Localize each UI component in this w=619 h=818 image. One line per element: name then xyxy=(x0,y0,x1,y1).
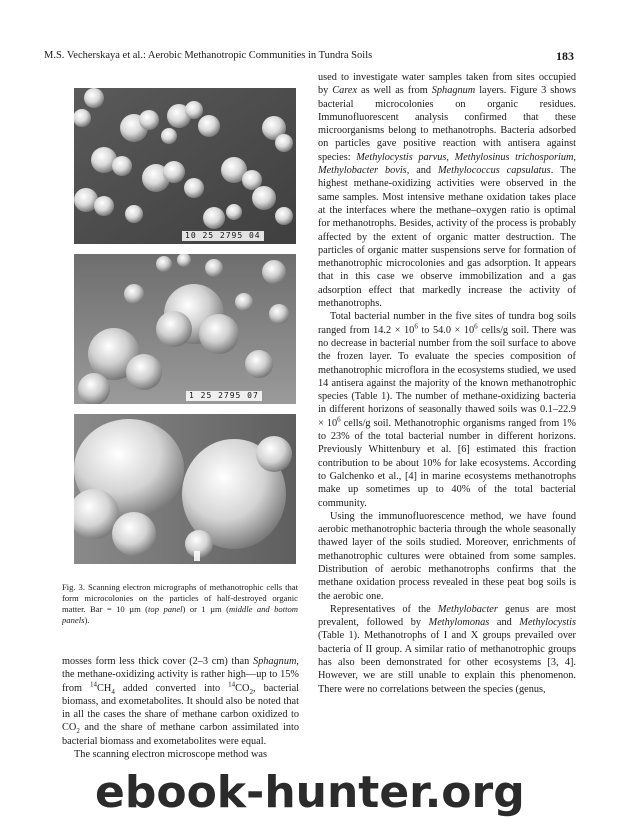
micrograph-middle-image xyxy=(74,254,296,404)
scale-label-bottom xyxy=(194,551,200,561)
caption-lead: Fig. 3. xyxy=(62,582,86,592)
watermark-text: ebook-hunter.org xyxy=(95,767,525,818)
micrograph-bottom-image xyxy=(74,414,296,564)
micrograph-top-panel xyxy=(74,88,296,244)
right-paragraph-2: Total bacterial number in the five sites of tundra bog soils ranged from $14.2 \times 10^6$ to $54.0 \times 10^6$ cells/g soil. There was no decrease in bacterial number from the soil surface to above the frozen layer. To evaluate the species composition of methanotrophic microflora in the ecosystems studied, we used 14 antisera against the majority of the known methanotrophic species (Table 1). The number of methane-oxidizing bacteria in different horizons of seasonally thawed soils was $0.1-22.9 \times 10^6$ cells/g soil. Methanotrophic organisms ranged from 1% to 23% of the total bacterial number in different horizons. Previously Whittenbury et al. [6] estimated this fraction contribution to be about 10% for lake ecosystems. According to Galchenko et al., [4] in marine ecosystems methanotrophs make up sometimes up to 40% of the total bacterial community. xyxy=(318,311,576,509)
right-paragraph-3: Using the immunofluorescence method, we have found aerobic methanotrophic bacteria through the whole seasonally thawed layer of the soils studied. Moreover, enrichments of methanotrophic cultures were obtained from some samples. Distribution of aerobic methanotrophs confirms that the methane oxidation process revealed in these peat bog soils is the aerobic one. xyxy=(318,510,576,602)
page-number: 183 xyxy=(556,49,574,63)
micrograph-middle-panel xyxy=(74,254,296,404)
right-paragraph-1: used to investigate water samples taken from sites occupied by Carex as well as from Sphagnum layers. Figure 3 shows bacterial microcolonies on organic residues. Immunofluorescent analysis confirmed that these microorganisms belong to methanotrophs. Bacteria adsorbed on particles gave positive reaction with antisera against species: Methylocystis parvus, Methylosinus trichosporium, Methylobacter bovis, and Methylococcus capsulatus. The highest methane-oxidizing activities were observed in the same samples. Most intensive methane oxidation takes place at the interfaces where the methane–oxygen ratio is optimal for methanotrophs. Besides, activity of the process is probably affected by the extent of organic matter destruction. The particles of organic matter suspensions serve for formation of methanotrophic microcolonies and gas adsorption. It appears that in this case we observe immobilization and a gas adsorption effect that markedly increase the activity of methanotrophs. xyxy=(318,72,576,310)
scale-label-top: 10 25 2795 04 xyxy=(182,231,264,241)
right-column-text xyxy=(318,71,576,696)
micrograph-top-image xyxy=(74,88,296,244)
scale-label-middle: 1 25 2795 07 xyxy=(186,391,262,401)
right-paragraph-4: Representatives of the Methylobacter genus are most prevalent, followed by Methylomonas and Methylocystis (Table 1). Methanotrophs of I and X groups prevailed over bacteria of II group. A similar ratio of methanotrophic groups has also been demonstrated for other ecosystems [3, 4]. However, we are still unable to explain this phenomenon. There were no correlations between the species (genus, xyxy=(318,603,576,695)
left-column-text xyxy=(62,655,299,761)
figure-3 xyxy=(74,88,296,574)
running-header xyxy=(44,48,574,64)
left-paragraph-2: The scanning electron microscope method was xyxy=(74,749,268,761)
micrograph-bottom-panel xyxy=(74,414,296,564)
figure-caption: Fig. 3. Scanning electron micrographs of methanotrophic cells that form microcolonies on the particles of half-destroyed organic matter. Bar = 10 µm (top panel) or 1 µm (middle and bottom panels). xyxy=(62,582,298,625)
left-paragraph-1: mosses form less thick cover (2–3 cm) than Sphagnum, the methane-oxidizing activity is rather high—up to 15% from $^{14}CH_4$ added converted into $^{14}CO_2$, bacterial biomass, and exometabolites. It should also be noted that in all the cases the share of methane carbon oxidized to $CO_2$ and the share of methane carbon assimilated into bacterial biomass and exometabolites were equal. xyxy=(62,656,300,747)
running-title: M.S. Vecherskaya et al.: Aerobic Methanotropic Communities in Tundra Soils xyxy=(44,50,373,61)
